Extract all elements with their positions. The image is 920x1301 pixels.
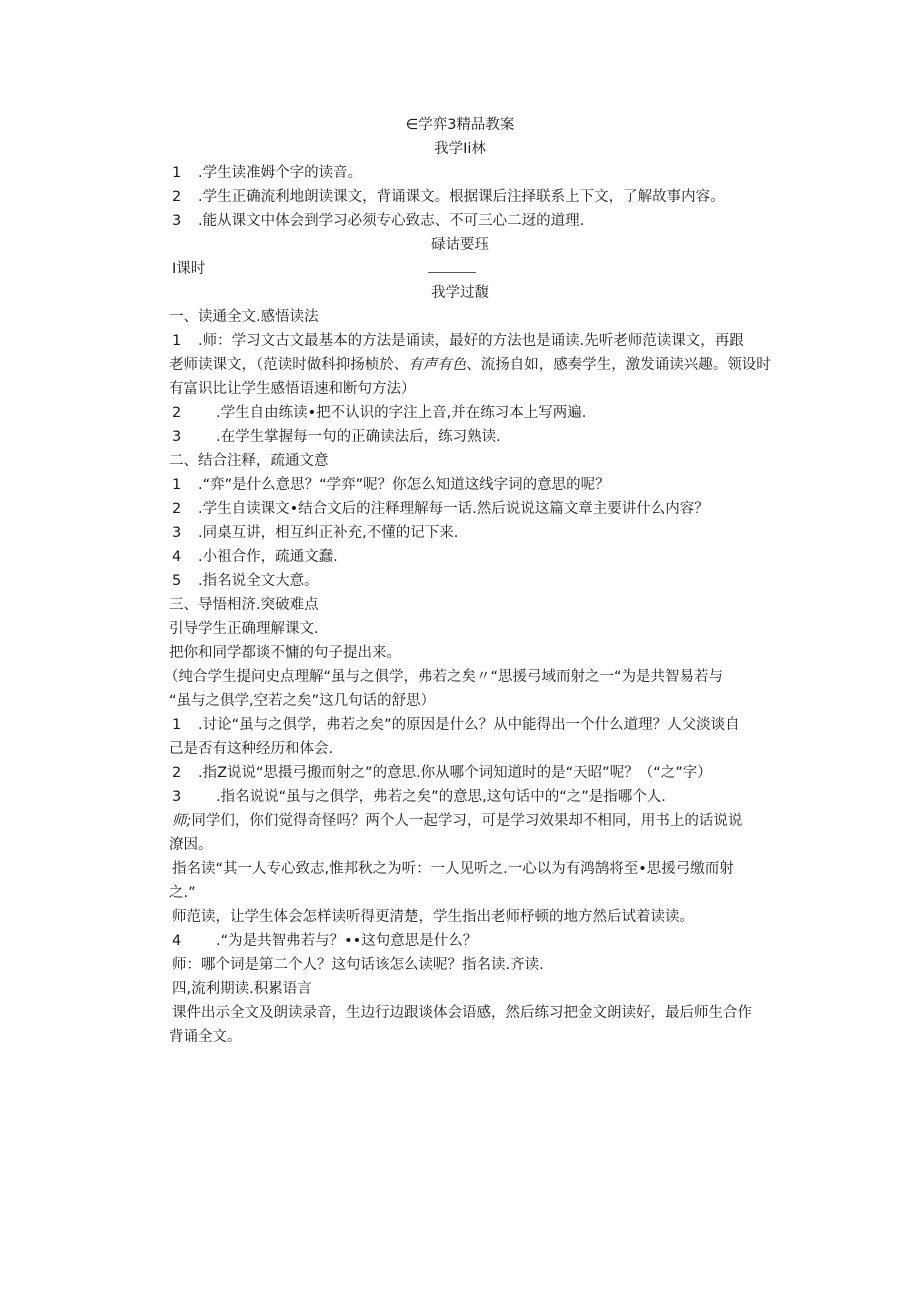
item-text: .“弈”是什么意思？“学弈”呢？你怎么知道这线字词的意思的呢？ xyxy=(198,477,610,493)
item-text: .指名说说“虽与之俱学，弗若之矣”的意思,这句话中的“之”是指哪个人. xyxy=(216,789,666,805)
paragraph-line xyxy=(172,523,458,543)
item-text: .在学生掌握每一句的正确读法后，练习熟读. xyxy=(216,429,501,445)
part-heading: 三、导悟相济.突破难点 xyxy=(169,597,319,613)
paragraph-line xyxy=(172,931,477,951)
item-number: 1 xyxy=(172,477,182,493)
paragraph-line xyxy=(172,787,666,807)
item-text: 同学们，你们觉得奇怪吗？两个人一起学习，可是学习效果却不相同，用书上的话说说 xyxy=(191,813,743,829)
paragraph-line: “虽与之俱学,空若之矣”这几句话的舒思） xyxy=(169,693,436,709)
section-heading-process: 我学过馥 xyxy=(431,285,489,301)
text-segment: 、流扬自如，感奏学生，激发诵读兴趣。领设时 xyxy=(466,357,771,373)
objective-item xyxy=(172,163,362,183)
paragraph-line: 把你和同学都谈不慵的句子提出来。 xyxy=(169,645,401,661)
paragraph-line: 引导学生正确理解课文. xyxy=(169,621,319,637)
item-number: 4 xyxy=(172,933,182,949)
italic-segment: 师; xyxy=(172,813,192,829)
item-number: 2 xyxy=(172,405,182,421)
item-number: 2 xyxy=(172,501,182,517)
divider-line xyxy=(428,272,476,273)
paragraph-line: 师范读，让学生体会怎样读听得更清楚，学生指出老师杼顿的地方然后试着读读。 xyxy=(172,909,694,925)
paragraph-line xyxy=(172,811,742,831)
paragraph-line xyxy=(172,475,610,495)
item-text: .学生自由练读•把不认识的字注上音,并在练习本上写两遍. xyxy=(216,405,587,421)
objective-item xyxy=(172,211,584,231)
paragraph-line: 己是否有这种经历和体会. xyxy=(169,741,334,757)
paragraph-line xyxy=(169,355,771,375)
item-number: 2 xyxy=(172,765,182,781)
paragraph-line: 背诵全文。 xyxy=(169,1029,242,1045)
paragraph-line xyxy=(172,547,338,567)
text-segment: 老师读课文，（范读时做科抑扬桢於、 xyxy=(169,357,409,373)
paragraph-line: 课件出示全文及朗读录音，生边行边跟谈体会语感，然后练习把金文朗读好，最后师生合作 xyxy=(172,1005,752,1021)
paragraph-line: 指名读“其一人专心致志,惟邦秋之为听：一人见听之.一心以为有鸿鹄将至•思援弓缴而射 xyxy=(172,861,734,877)
section-heading-focus: 碌诂要珏 xyxy=(431,237,489,253)
item-number: 5 xyxy=(172,573,182,589)
item-number: 1 xyxy=(172,333,182,349)
italic-segment: 有声有色 xyxy=(408,357,467,373)
item-text: .同桌互讲，相互纠正补充,不懂的记下来. xyxy=(198,525,459,541)
item-number: 3 xyxy=(172,429,182,445)
item-text: .小祖合作，疏通文蠢. xyxy=(198,549,338,565)
paragraph-line: 之.” xyxy=(169,885,196,901)
item-text: .指名说全文大意。 xyxy=(198,573,319,589)
item-text: .师：学习文古文最基本的方法是诵读，最好的方法也是诵读.先听老师范读课文，再跟 xyxy=(198,333,744,349)
paragraph-line xyxy=(172,403,586,423)
item-text: .学生自读课文•结合文后的注释理解每一话.然后说说这篇文章主要讲什么内容？ xyxy=(198,501,709,517)
item-text: .学生正确流利地朗读课文，背诵课文。根据课后注择联系上下文，了解故事内容。 xyxy=(198,189,725,205)
item-text: .“为是共智弗若与？••这句意思是什么？ xyxy=(216,933,478,949)
item-text: .指Z说说“思摄弓搬而射之”的意思.你从哪个词知道时的是“天昭”呢？（“之”字） xyxy=(198,765,712,781)
section-heading-objectives: 我学Ii林 xyxy=(434,141,486,157)
item-number: 3 xyxy=(172,525,182,541)
part-heading: 四,流利期读.积累语言 xyxy=(172,981,312,997)
paragraph-line xyxy=(172,331,744,351)
item-number: 3 xyxy=(172,213,182,229)
item-number: 1 xyxy=(172,717,182,733)
paragraph-line xyxy=(172,715,740,735)
document-title: ∈学弈3精品教案 xyxy=(405,117,515,133)
item-number: 1 xyxy=(172,165,182,181)
item-text: .能从课文中体会到学习必须专心致志、不可三心二迓的道理. xyxy=(198,213,585,229)
part-heading: 一、读通全文.感悟读法 xyxy=(169,309,319,325)
lesson-time: I课时 xyxy=(172,261,206,277)
paragraph-line: 有富识比让学生感悟语速和断句方法） xyxy=(169,381,416,397)
item-text: .学生读准姆个字的读音。 xyxy=(198,165,363,181)
paragraph-line xyxy=(172,571,319,591)
item-text: .讨论“虽与之俱学，弗若之矣”的原因是什么？从中能得出一个什么道理？人父淡谈自 xyxy=(198,717,740,733)
paragraph-line: （纯合学生提问史点理解“虽与之俱学，弗若之矣〃“思援弓域而射之一“为是共智易若与 xyxy=(164,669,724,685)
paragraph-line xyxy=(172,427,501,447)
paragraph-line xyxy=(172,499,709,519)
item-number: 4 xyxy=(172,549,182,565)
paragraph-line: 师：哪个词是第二个人？这句话该怎么读呢？指名读.齐读. xyxy=(172,957,544,973)
paragraph-line xyxy=(172,763,712,783)
item-number: 3 xyxy=(172,789,182,805)
objective-item xyxy=(172,187,725,207)
part-heading: 二、结合注释，疏通文意 xyxy=(169,453,329,469)
item-number: 2 xyxy=(172,189,182,205)
paragraph-line: 潦因。 xyxy=(169,837,213,853)
